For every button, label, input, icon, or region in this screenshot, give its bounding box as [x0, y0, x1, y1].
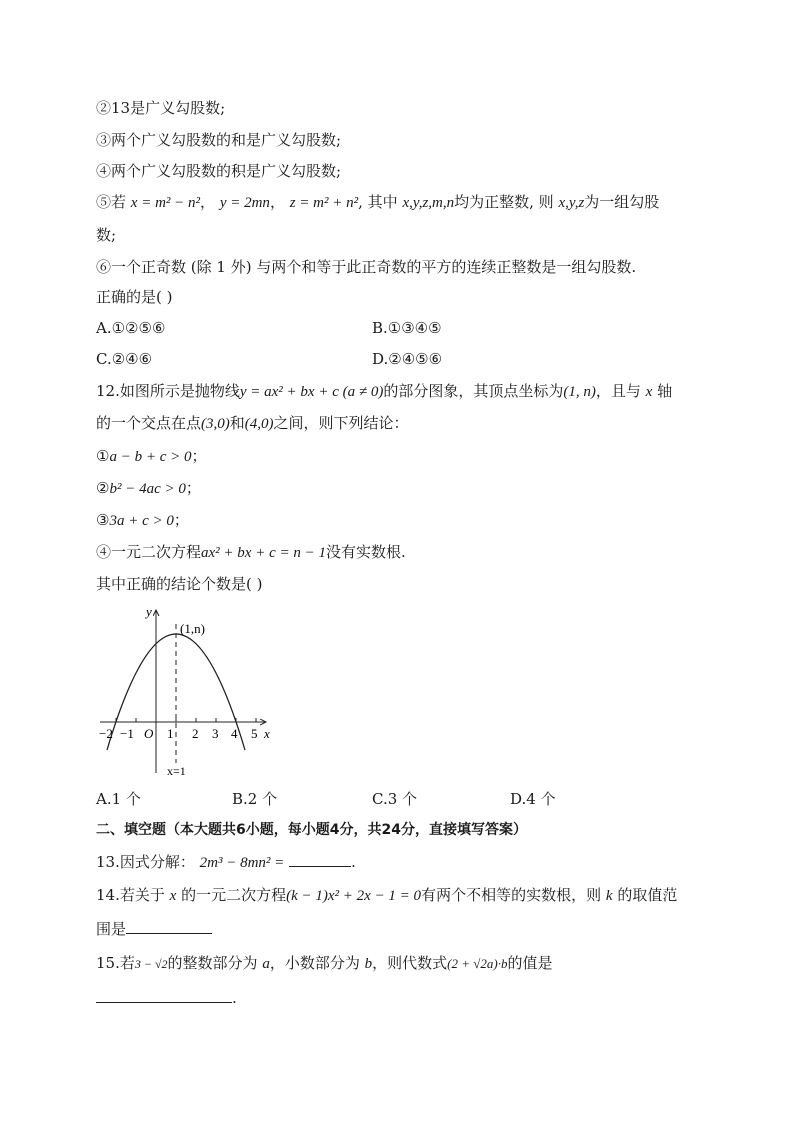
text: 之间，则下列结论：	[273, 414, 409, 432]
text: 为一组勾股	[584, 193, 660, 211]
formula-x: x = m² − n²	[130, 195, 201, 211]
text: 没有实数根.	[325, 543, 406, 561]
formula-y: y = 2mn	[219, 195, 270, 211]
variables: x,y,z,m,n	[402, 195, 455, 211]
formula: ax² + bx + c = n − 1	[201, 545, 326, 561]
q11-statement-5: ⑤若 x = m² − n²， y = 2mn， z = m² + n², 其中 x,y,z,m,n均为正整数, 则 x,y,z为一组勾股	[96, 193, 660, 211]
text: ⑤若	[96, 193, 127, 211]
formula: b² − 4ac > 0	[109, 481, 186, 497]
formula: 3 − √2	[134, 957, 168, 971]
vertex-label: (1,n)	[180, 621, 205, 636]
punct: .	[232, 989, 237, 1007]
q11-option-a[interactable]: A.①②⑤⑥	[96, 319, 166, 337]
x-axis-label: x	[264, 726, 270, 741]
y-axis-label: y	[146, 604, 152, 619]
text: 均为正整数, 则	[454, 193, 554, 211]
q12-conclusion-1	[96, 446, 207, 467]
tick-label-neg2: −2	[99, 726, 113, 741]
text: ，则代数式	[372, 954, 448, 972]
q11-ask: 正确的是( )	[96, 288, 173, 306]
formula: 3a + c > 0	[109, 513, 174, 529]
num: ①	[96, 447, 110, 465]
q14-line-2	[96, 919, 212, 939]
q11-statement-6: ⑥一个正奇数 (除 1 外) 与两个和等于此正奇数的平方的连续正整数是一组勾股数.	[96, 258, 637, 276]
text: 14.若关于	[96, 886, 165, 904]
point-b: (4,0)	[244, 416, 274, 432]
tick-label-5: 5	[251, 726, 258, 741]
punct: ；	[191, 447, 207, 465]
var-x: x	[645, 384, 653, 400]
text: 的值是	[507, 954, 553, 972]
q11-statement-4: ④两个广义勾股数的积是广义勾股数;	[96, 162, 342, 180]
vertex-coord: (1, n)	[563, 384, 596, 400]
answer-blank[interactable]	[96, 988, 232, 1003]
q14-line-1	[96, 885, 677, 906]
text: 和	[229, 414, 245, 432]
text: , 其中	[358, 193, 398, 211]
section-heading: 二、填空题（本大题共6小题，每小题4分，共24分，直接填写答案）	[96, 822, 527, 838]
punct: ；	[185, 479, 201, 497]
q12-option-d[interactable]: D.4 个	[510, 790, 556, 808]
q12-option-b[interactable]: B.2 个	[232, 790, 278, 808]
text: 的整数部分为	[167, 954, 258, 972]
q12-ask: 其中正确的结论个数是( )	[96, 575, 263, 593]
tick-label-4: 4	[231, 726, 238, 741]
num: ②	[96, 479, 110, 497]
text: ，且与	[595, 382, 641, 400]
answer-blank[interactable]	[289, 852, 351, 867]
q12-option-a[interactable]: A.1 个	[96, 790, 141, 808]
q12-option-c[interactable]: C.3 个	[372, 790, 418, 808]
symmetry-label: x=1	[167, 764, 186, 778]
formula: (2 + √2a)·b	[447, 956, 508, 971]
num: ③	[96, 511, 110, 529]
tick-label-2: 2	[192, 726, 199, 741]
var-a: a	[262, 956, 270, 972]
text: 的一个交点在点	[96, 414, 202, 432]
var-b: b	[364, 956, 373, 972]
q12-conclusion-2	[96, 478, 201, 499]
var-x: x	[169, 888, 177, 904]
q13	[96, 852, 356, 873]
parabola-graph	[94, 600, 294, 785]
formula-parabola: y = ax² + bx + c (a ≠ 0)	[239, 384, 384, 400]
q12-conclusion-3	[96, 510, 189, 531]
point-a: (3,0)	[201, 416, 230, 432]
text: 的取值范	[617, 886, 678, 904]
punct: ；	[173, 511, 189, 529]
text: 的部分图象，其顶点坐标为	[383, 382, 564, 400]
q11-statement-3: ③两个广义勾股数的和是广义勾股数;	[96, 131, 342, 149]
answer-blank[interactable]	[126, 919, 212, 934]
text: ，小数部分为	[269, 954, 360, 972]
formula: (k − 1)x² + 2x − 1 = 0	[286, 888, 422, 904]
q11-option-b[interactable]: B.①③④⑤	[372, 319, 442, 337]
punct: .	[351, 853, 356, 871]
text: 轴	[657, 382, 673, 400]
q15-line-2	[96, 988, 237, 1008]
origin-label: O	[144, 726, 154, 741]
tick-label-neg1: −1	[120, 726, 134, 741]
formula: a − b + c > 0	[109, 449, 192, 465]
text: 围是	[96, 920, 127, 938]
formula: 2m³ − 8mn² =	[199, 855, 285, 871]
text: 12.如图所示是抛物线	[96, 382, 240, 400]
q12-stem-line-1	[96, 381, 672, 402]
var-k: k	[605, 888, 613, 904]
q11-statement-2: ②13是广义勾股数;	[96, 99, 226, 117]
variables-xyz: x,y,z	[558, 195, 585, 211]
text: 13.因式分解：	[96, 853, 195, 871]
tick-label-3: 3	[212, 726, 219, 741]
q12-conclusion-4	[96, 542, 406, 563]
q11-option-c[interactable]: C.②④⑥	[96, 350, 153, 368]
q15-line-1	[96, 953, 553, 974]
text: 有两个不相等的实数根，则	[421, 886, 602, 904]
q11-option-d[interactable]: D.②④⑤⑥	[372, 350, 443, 368]
text: ④一元二次方程	[96, 543, 202, 561]
q12-stem-line-2	[96, 413, 409, 434]
text: 15.若	[96, 954, 135, 972]
text: 的一元二次方程	[181, 886, 287, 904]
q11-statement-5-cont: 数;	[96, 226, 117, 244]
tick-label-1: 1	[167, 726, 174, 741]
formula-z: z = m² + n²	[289, 195, 359, 211]
